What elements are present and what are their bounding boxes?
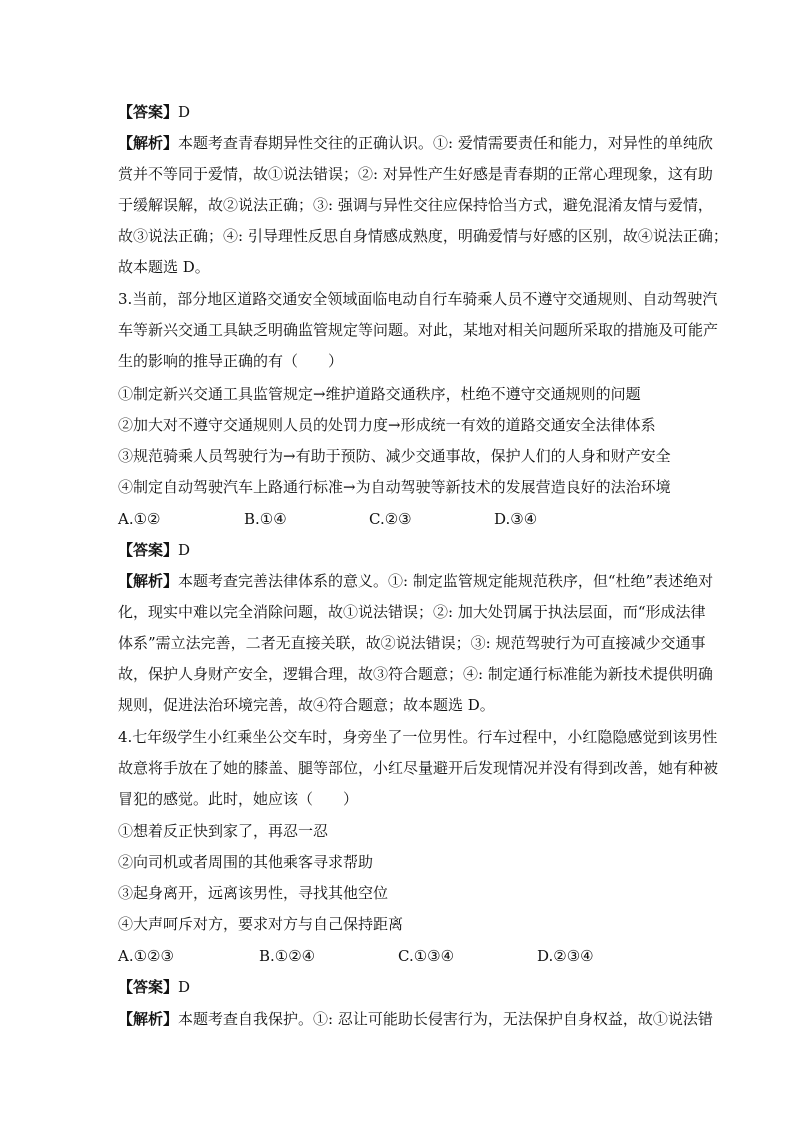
q4-item: ②向司机或者周围的其他乘客寻求帮助 — [118, 853, 374, 871]
q4-item: ④大声呵斥对方，要求对方与自己保持距离 — [118, 915, 404, 933]
q3-answer — [118, 540, 678, 560]
q3-item: ①制定新兴交通工具监管规定→维护道路交通秩序，杜绝不遵守交通规则的问题 — [118, 385, 641, 403]
option-b: B.①②④ — [259, 947, 316, 965]
option-d: D.②③④ — [537, 947, 594, 965]
q3-item: ②加大对不遵守交通规则人员的处罚力度→形成统一有效的道路交通安全法律体系 — [118, 416, 656, 434]
q4-stem-line: 冒犯的感觉。此时，她应该（ ） — [118, 790, 359, 808]
q3-analysis-line: 规则，促进法治环境完善，故④符合题意；故本题选 D。 — [118, 696, 495, 714]
answer-value: D — [178, 541, 191, 559]
q2-analysis-line: 于缓解误解，故②说法正确；③: 强调与异性交往应保持恰当方式，避免混淆友情与爱情， — [118, 196, 713, 214]
option-c: C.①③④ — [398, 947, 455, 965]
analysis-tag: 【解析】 — [118, 134, 179, 152]
q3-stem-line: 生的影响的推导正确的有（ ） — [118, 352, 344, 370]
q3-analysis-line: 故，保护人身财产安全，逻辑合理，故③符合题意；④: 制定通行标准能为新技术提供明确 — [118, 665, 713, 683]
q4-stem-line: 4.七年级学生小红乘坐公交车时，身旁坐了一位男性。行车过程中，小红隐隐感觉到该男性 — [118, 728, 718, 746]
analysis-tag: 【解析】 — [118, 572, 179, 590]
q2-analysis-line: 故③说法正确；④: 引导理性反思自身情感成熟度，明确爱情与好感的区别，故④说法正确； — [118, 227, 728, 245]
analysis-text: 本题考查完善法律体系的意义。①: 制定监管规定能规范秩序，但“杜绝”表述绝对 — [178, 572, 714, 590]
q2-answer — [118, 102, 678, 122]
option-a: A.①② — [118, 510, 161, 528]
analysis-tag: 【解析】 — [118, 1010, 179, 1028]
answer-value: D — [178, 103, 191, 121]
analysis-text: 本题考查自我保护。①: 忍让可能助长侵害行为，无法保护自身权益，故①说法错 — [178, 1010, 713, 1028]
analysis-text: 本题考查青春期异性交往的正确认识。①: 爱情需要责任和能力，对异性的单纯欣 — [178, 134, 713, 152]
q3-item: ④制定自动驾驶汽车上路通行标准→为自动驾驶等新技术的发展营造良好的法治环境 — [118, 478, 671, 496]
option-b: B.①④ — [244, 510, 287, 528]
q3-analysis-line: 化，现实中难以完全消除问题，故①说法错误；②: 加大处罚属于执法层面，而“形成法律 — [118, 603, 706, 621]
q4-item: ①想着反正快到家了，再忍一忍 — [118, 822, 329, 840]
q4-answer — [118, 977, 678, 997]
q3-stem-line: 3.当前，部分地区道路交通安全领域面临电动自行车骑乘人员不遵守交通规则、自动驾驶汽 — [118, 290, 718, 308]
answer-tag: 【答案】 — [118, 103, 179, 121]
option-a: A.①②③ — [118, 947, 174, 965]
answer-tag: 【答案】 — [118, 541, 179, 559]
q3-analysis-line: 体系”需立法完善，二者无直接关联，故②说法错误；③: 规范驾驶行为可直接减少交通事 — [118, 634, 706, 652]
q2-analysis-line: 故本题选 D。 — [118, 258, 210, 276]
q3-analysis-line — [118, 571, 714, 591]
q4-item: ③起身离开，远离该男性，寻找其他空位 — [118, 884, 389, 902]
answer-tag: 【答案】 — [118, 978, 179, 996]
option-c: C.②③ — [369, 510, 412, 528]
q4-stem-line: 故意将手放在了她的膝盖、腿等部位，小红尽量避开后发现情况并没有得到改善，她有种被 — [118, 759, 719, 777]
q2-analysis-line — [118, 133, 713, 153]
q3-stem-line: 车等新兴交通工具缺乏明确监管规定等问题。对此，某地对相关问题所采取的措施及可能产 — [118, 321, 719, 339]
q4-analysis-line — [118, 1009, 713, 1029]
q3-item: ③规范骑乘人员驾驶行为→有助于预防、减少交通事故，保护人们的人身和财产安全 — [118, 447, 671, 465]
option-d: D.③④ — [494, 510, 538, 528]
answer-value: D — [178, 978, 191, 996]
q2-analysis-line: 赏并不等同于爱情，故①说法错误；②: 对异性产生好感是青春期的正常心理现象，这有助 — [118, 165, 713, 183]
